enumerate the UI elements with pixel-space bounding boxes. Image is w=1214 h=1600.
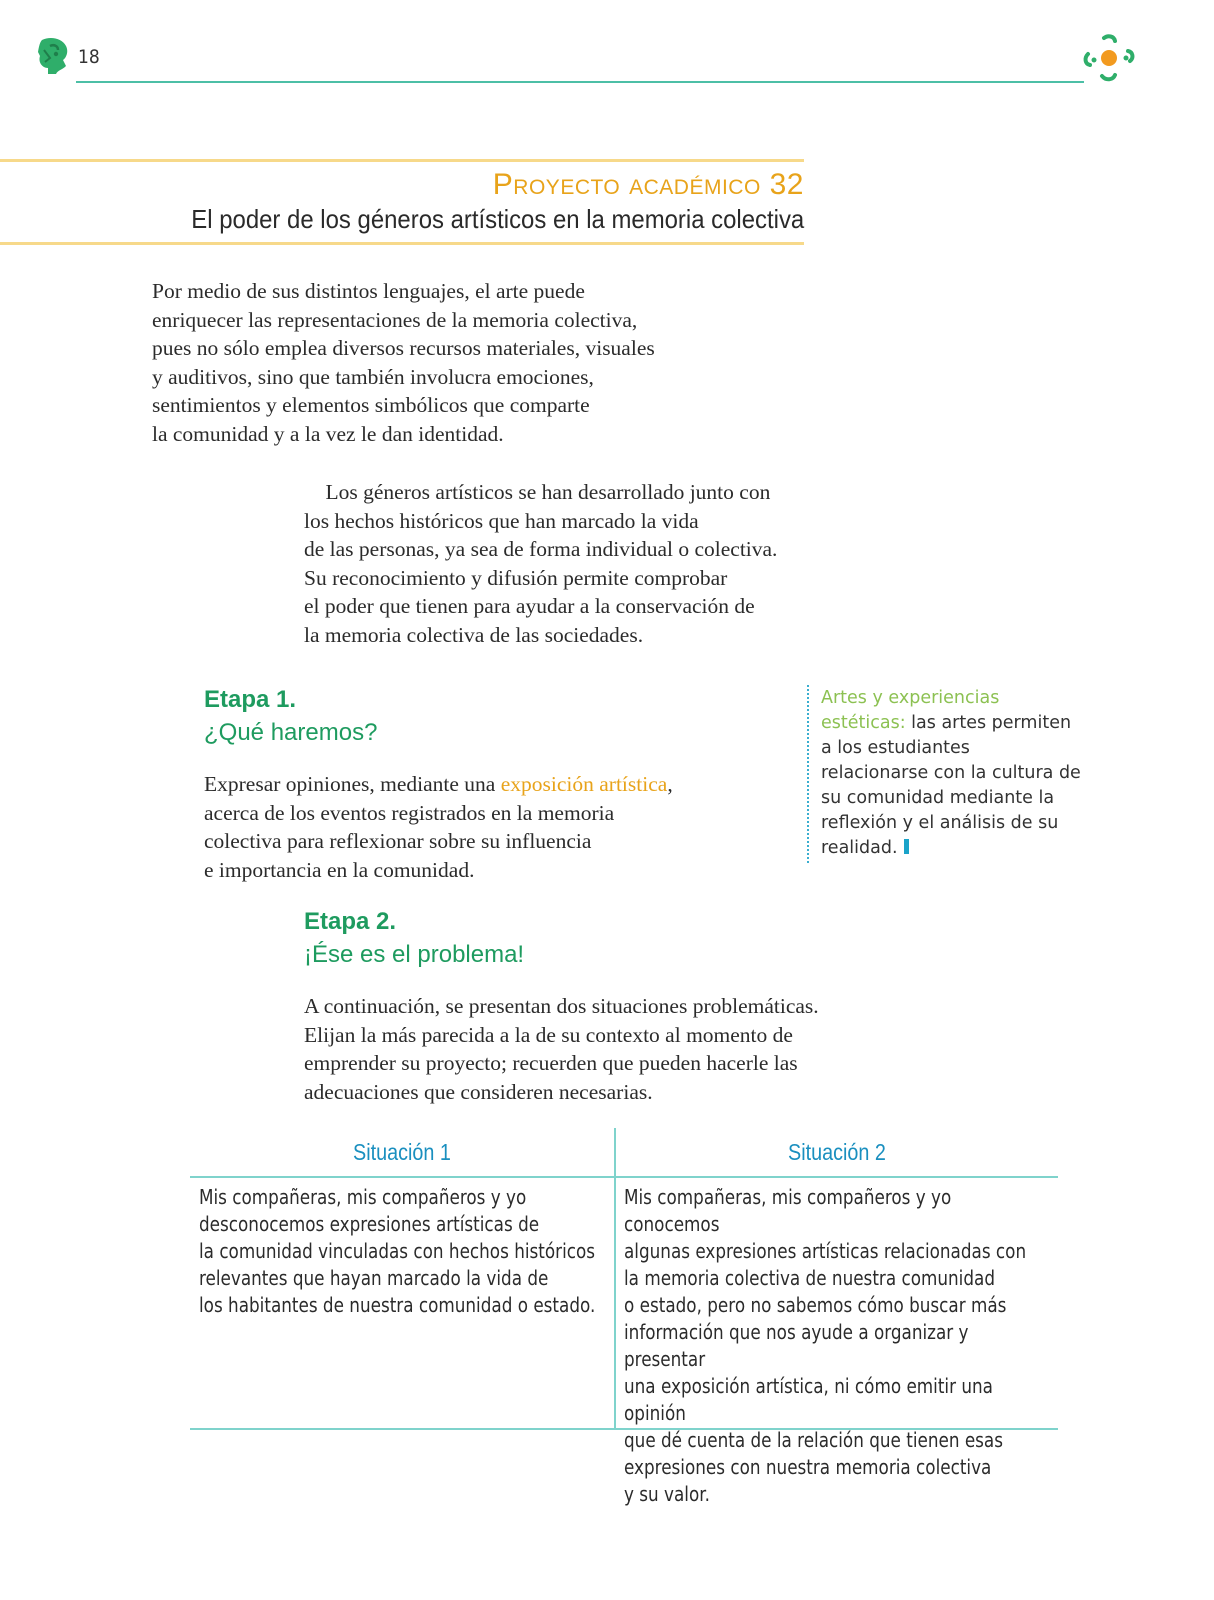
etapa-2-title: Etapa 2. — [304, 908, 397, 935]
end-mark-icon — [904, 839, 909, 854]
intro-paragraph-2: Los géneros artísticos se han desarrollado junto con los hechos históricos que han marcado la vida de las personas, ya sea de forma individual o colectiva. Su reconocimiento y difusión permite comprobar el poder que tienen para ayudar a la conservación de la memoria colectiva de las sociedades. — [304, 480, 778, 647]
etapa-2-text: A continuación, se presentan dos situaciones problemáticas. Elijan la más parecida a la de su contexto al momento de emprender su proyecto; recuerden que pueden hacerle las adecuaciones que consideren necesarias. — [304, 994, 819, 1104]
colored-dots-logo-icon — [1082, 34, 1136, 84]
table-cell-situacion-1: Mis compañeras, mis compañeros y yo desconocemos expresiones artísticas de la comunidad vinculadas con hechos históricos relevantes que hayan marcado la vida de los habitantes de nuestra comunidad o estado. — [199, 1185, 596, 1317]
table-header-situacion-1: Situación 1 — [353, 1139, 451, 1165]
sidebar-note — [821, 686, 1081, 861]
green-face-icon — [36, 36, 70, 76]
title-rule-bottom — [0, 242, 804, 245]
intro-paragraph-1: Por medio de sus distintos lenguajes, el arte puede enriquecer las representaciones de la memoria colectiva, pues no sólo emplea diversos recursos materiales, visuales y auditivos, sino que también involucra emociones, sentimientos y elementos simbólicos que comparte la comunidad y a la vez le dan identidad. — [152, 279, 655, 446]
etapa-2-question: ¡Ése es el problema! — [304, 941, 525, 968]
etapa-1-question: ¿Qué haremos? — [204, 719, 378, 746]
project-subtitle: El poder de los géneros artísticos en la memoria colectiva — [191, 204, 804, 234]
etapa-1-heading — [204, 683, 377, 749]
page-number: 18 — [78, 46, 100, 68]
title-rule-top — [0, 159, 804, 162]
etapa-1-highlight: exposición artística — [500, 772, 668, 796]
etapa-1-text — [204, 770, 744, 884]
table-column-divider — [614, 1128, 616, 1430]
etapa-1-title: Etapa 1. — [204, 686, 297, 713]
sidebar-label: Artes y experiencias estéticas: — [821, 688, 1000, 733]
table-cell-situacion-2: Mis compañeras, mis compañeros y yo conocemos algunas expresiones artísticas relacionadas con la memoria colectiva de nuestra comunidad o estado, pero no sabemos cómo buscar más información que nos ayude a organizar y presentar una exposición artística, ni cómo emitir una opinión que dé cuenta de la relación que tienen esas expresiones con nuestra memoria colectiva y su valor. — [624, 1185, 1027, 1506]
table-header-rule — [190, 1176, 1058, 1178]
sidebar-text: las artes permiten a los estudiantes relacionarse con la cultura de su comunidad mediante la reflexión y el análisis de su realidad. — [821, 713, 1081, 858]
project-title: Proyecto académico 32 — [492, 168, 804, 201]
etapa-1-text-after: , acerca de los eventos registrados en la memoria colectiva para reflexionar sobre su influencia e importancia en la comunidad. — [204, 772, 673, 882]
header-divider — [76, 81, 1084, 83]
etapa-2-heading — [304, 905, 524, 971]
etapa-1-text-before: Expresar opiniones, mediante una — [204, 772, 501, 796]
sidebar-divider — [807, 685, 809, 863]
table-header-situacion-2: Situación 2 — [788, 1139, 886, 1165]
